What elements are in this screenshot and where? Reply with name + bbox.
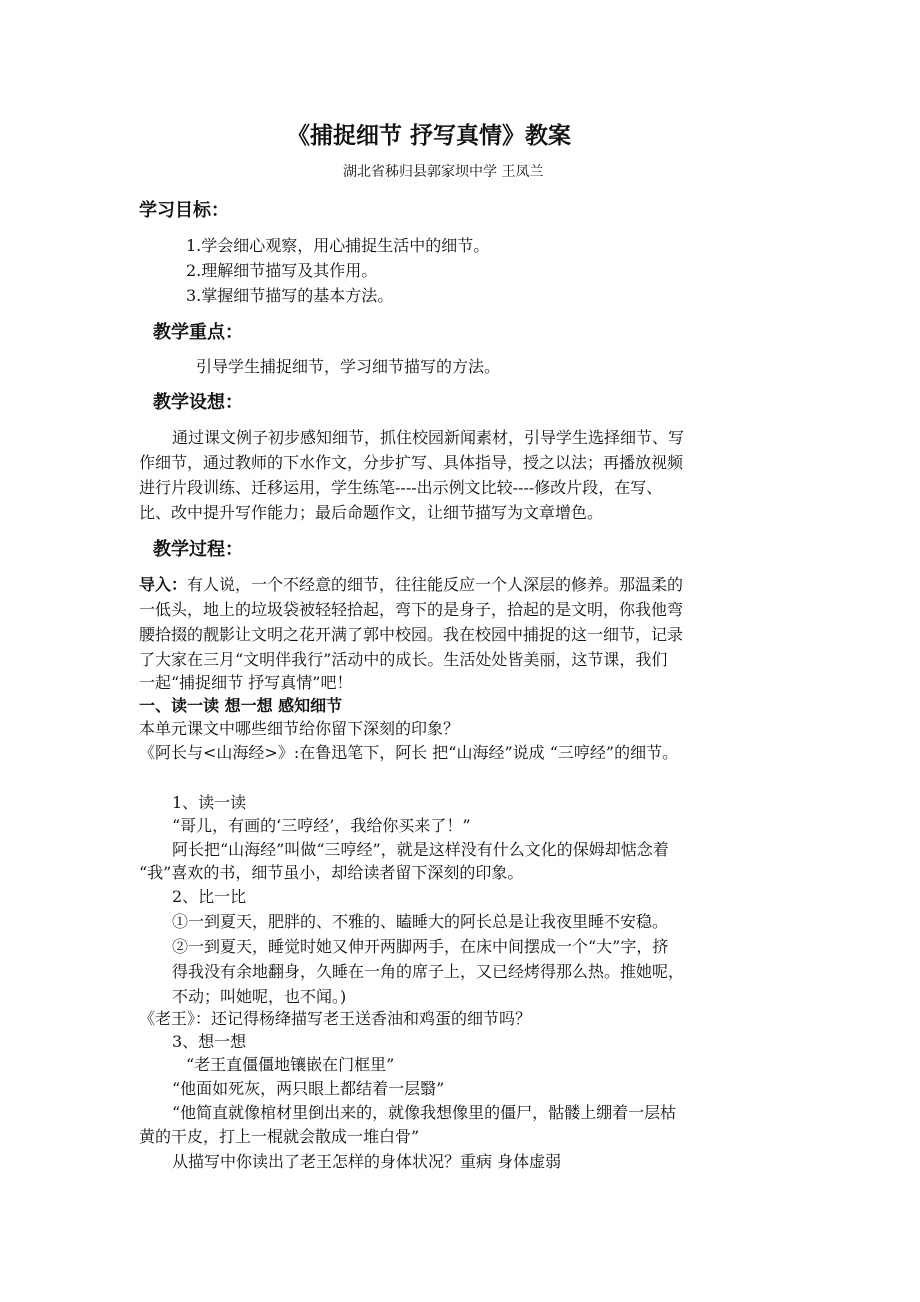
intro-line: 一低头，地上的垃圾袋被轻轻拾起，弯下的是身子，拾起的是文明，你我他弯	[139, 600, 684, 619]
key-point-text: 引导学生捕捉细节，学习细节描写的方法。	[196, 357, 501, 376]
author-line: 湖北省秭归县郭家坝中学 王凤兰	[343, 164, 544, 180]
goal-item: 3.掌握细节描写的基本方法。	[186, 286, 394, 305]
goal-item: 1.学会细心观察，用心捕捉生活中的细节。	[186, 236, 490, 255]
intro-label: 导入：	[139, 575, 188, 594]
explain-line: 阿长把“山海经”叫做“三哼经”，就是这样没有什么文化的保姆却惦念着	[172, 840, 669, 859]
design-line: 通过课文例子初步感知细节，抓住校园新闻素材，引导学生选择细节、写	[172, 428, 685, 447]
explain-line: “我”喜欢的书，细节虽小，却给读者留下深刻的印象。	[139, 863, 524, 882]
quote-line: “他面如死灰，两只眼上都结着一层翳”	[172, 1079, 445, 1098]
quote-line: 黄的干皮，打上一棍就会散成一堆白骨”	[139, 1127, 420, 1146]
quote-line: “哥儿，有画的‘三哼经’，我给你买来了！”	[172, 816, 471, 835]
section1-heading: 一、读一读 想一想 感知细节	[139, 696, 343, 715]
intro-line: 腰拾掇的靓影让文明之花开满了郭中校园。我在校园中捕捉的这一细节，记录	[139, 625, 684, 644]
goals-heading: 学习目标：	[139, 200, 229, 221]
laowang-line: 《老王》：还记得杨绛描写老王送香油和鸡蛋的细节吗？	[139, 1009, 532, 1028]
changma-line: 《阿长与<山海经>》:在鲁迅笔下，阿长 把“山海经”说成 “三哼经”的细节。	[139, 743, 679, 762]
compare-label: 2、比一比	[172, 887, 247, 906]
design-line: 作细节，通过教师的下水作文，分步扩写、具体指导，授之以法；再播放视频	[139, 453, 684, 472]
intro-line-1	[139, 575, 683, 595]
section1-question: 本单元课文中哪些细节给你留下深刻的印象？	[139, 719, 460, 738]
compare-line: 得我没有余地翻身，久睡在一角的席子上，又已经烤得那么热。推她呢，	[172, 962, 685, 981]
intro-line: 一起“捕捉细节 抒写真情”吧！	[139, 673, 353, 692]
read-label: 1、读一读	[172, 793, 247, 812]
design-line: 进行片段训练、迁移运用，学生练笔----出示例文比较----修改片段，在写、	[139, 478, 663, 497]
think-label: 3、想一想	[172, 1032, 247, 1051]
process-heading: 教学过程：	[153, 539, 243, 560]
quote-line: “他简直就像棺材里倒出来的，就像我想像里的僵尸，骷髅上绷着一层枯	[172, 1103, 677, 1122]
design-line: 比、改中提升写作能力；最后命题作文，让细节描写为文章增色。	[139, 503, 604, 522]
intro-text: 有人说，一个不经意的细节，往往能反应一个人深层的修养。那温柔的	[187, 575, 684, 594]
intro-line: 了大家在三月“文明伴我行”活动中的成长。生活处处皆美丽，这节课，我们	[139, 650, 668, 669]
design-heading: 教学设想：	[153, 392, 243, 413]
document-title: 《捕捉细节 抒写真情》教案	[287, 122, 572, 149]
compare-line: ②一到夏天，睡觉时她又伸开两脚两手，在床中间摆成一个“大”字，挤	[172, 937, 669, 956]
compare-line: ①一到夏天，肥胖的、不雅的、瞌睡大的阿长总是让我夜里睡不安稳。	[172, 912, 669, 931]
goal-item: 2.理解细节描写及其作用。	[186, 261, 378, 280]
key-point-heading: 教学重点：	[153, 322, 243, 343]
final-question: 从描写中你读出了老王怎样的身体状况？重病 身体虚弱	[172, 1152, 562, 1171]
quote-line: “老王直僵僵地镶嵌在门框里”	[186, 1055, 395, 1074]
compare-line: 不动；叫她呢，也不闻。)	[172, 987, 347, 1006]
